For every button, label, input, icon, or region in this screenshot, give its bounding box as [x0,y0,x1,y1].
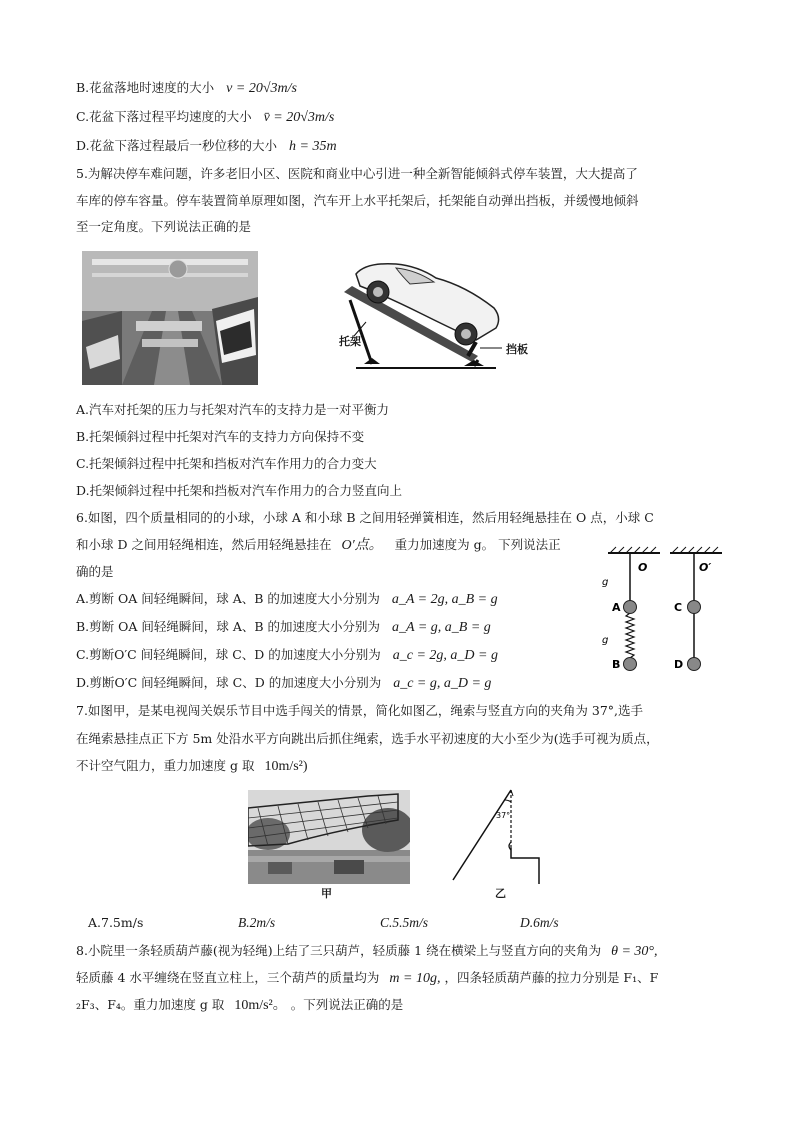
q5-stem-line-3: 至一定角度。下列说法正确的是 [76,219,252,234]
q7-label-jia: 甲 [321,887,332,900]
q4-option-c-text: C.花盆下落过程平均速度的大小 [76,109,252,124]
q5-label-stopper: 挡板 [506,343,528,356]
q7-rope [453,790,511,880]
q4-option-c [76,109,334,126]
q6-ball-d [688,658,701,671]
q6-ball-a [624,601,637,614]
q4-option-b-math: v = 20√3m/s [226,81,297,96]
q7-platform [511,848,539,884]
q6-label-c: C [674,601,683,614]
q8-stem-line-3-text: ₂F₃、F₄。重力加速度 g 取 [76,997,225,1012]
q6-label-o-prime: O′ [699,561,712,574]
q7-option-a: A.7.5m/s [88,915,144,930]
q6-ball-b [624,658,637,671]
q6-stem-line-2-tail: 重力加速度为 g。 下列说法正 [394,537,561,552]
q7-photo-jia [248,790,410,884]
q6-label-a: A [612,601,621,614]
q6-option-d [76,675,491,692]
q8-stem-line-2-math: m = 10g, [389,971,441,986]
q8-stem-line-3-tail: 。下列说法正确的是 [290,997,404,1012]
q6-stem-line-1: 6.如图，四个质量相同的的小球，小球 A 和小球 B 之间用轻弹簧相连，然后用轻绳悬挂在 O 点，小球 C [76,510,654,525]
q7-option-d: D.6m/s [520,915,559,930]
q5-car-bracket-diagram [326,256,542,376]
q6-option-d-math: a_c = g, a_D = g [393,676,492,691]
q7-label-yi: 乙 [495,887,506,900]
q6-option-b-text: B.剪断 OA 间轻绳瞬间，球 A、B 的加速度大小分别为 [76,619,381,634]
q7-option-c: C.5.5m/s [380,915,429,930]
q6-label-o: O [638,561,648,574]
q6-option-b [76,619,491,636]
q8-stem-line-2 [76,970,658,987]
q7-diagram-yi [447,788,547,884]
q7-stem-line-3 [76,758,308,775]
q5-label-bracket: 托架 [339,335,361,348]
q6-label-d: D [674,658,684,671]
q5-option-a: A.汽车对托架的压力与托架对汽车的支持力是一对平衡力 [76,402,390,417]
q8-stem-line-1 [76,943,658,960]
q6-label-g-1: g [602,577,609,588]
q5-garage-photo [82,251,258,385]
q4-option-b [76,80,297,97]
q6-option-a [76,591,498,608]
q6-option-a-math: a_A = 2g, a_B = g [391,592,498,607]
q8-stem-line-2-text: 轻质藤 4 水平缠绕在竖直立柱上，三个葫芦的质量均为 [76,970,380,985]
q6-stem-line-3: 确的是 [76,564,114,579]
q6-stem-line-2-text: 和小球 D 之间用轻绳相连，然后用轻绳悬挂在 [76,537,332,552]
q6-option-b-math: a_A = g, a_B = g [392,620,491,635]
q6-spring-ab [626,613,634,658]
q4-option-c-math: v̄ = 20√3m/s [263,110,335,125]
q4-option-b-text: B.花盆落地时速度的大小 [76,80,215,95]
q8-stem-line-1-math: θ = 30°, [611,944,658,959]
q7-option-b: B.2m/s [238,915,276,930]
q8-stem-line-2-tail: ，四条轻质葫芦藤的拉力分别是 F₁、F [444,970,659,985]
q6-option-a-text: A.剪断 OA 间轻绳瞬间，球 A、B 的加速度大小分别为 [76,591,380,606]
q5-stem-line-1: 5.为解决停车难问题，许多老旧小区、医院和商业中心引进一种全新智能倾斜式停车装置，大大提高了 [76,166,638,181]
q7-stem-line-3-math: 10m/s²) [264,759,308,774]
q6-ball-c [688,601,701,614]
q6-stem-line-2-math: O′点。 [341,538,383,553]
q5-option-d: D.托架倾斜过程中托架和挡板对汽车作用力的合力竖直向上 [76,483,403,498]
q7-stem-line-2: 在绳索悬挂点正下方 5m 处沿水平方向跳出后抓住绳索，选手水平初速度的大小至少为(选手可视为质点， [76,731,659,746]
q6-option-c-math: a_c = 2g, a_D = g [392,648,498,663]
q6-stem-line-2 [76,537,561,554]
q8-stem-line-3 [76,997,403,1014]
q6-label-b: B [612,658,621,671]
q6-option-d-text: D.剪断O′C 间轻绳瞬间，球 C、D 的加速度大小分别为 [76,675,382,690]
q8-stem-line-3-math: 10m/s²。 [234,998,287,1013]
q5-option-b: B.托架倾斜过程中托架对汽车的支持力方向保持不变 [76,429,365,444]
q5-option-c: C.托架倾斜过程中托架和挡板对汽车作用力的合力变大 [76,456,377,471]
q7-angle-label: 37° [496,811,511,820]
q5-stem-line-2: 车库的停车容量。停车装置简单原理如图，汽车开上水平托架后，托架能自动弹出挡板，并缓慢地倾斜 [76,193,639,208]
q6-option-c-text: C.剪断O′C 间轻绳瞬间，球 C、D 的加速度大小分别为 [76,647,381,662]
q4-option-d-math: h = 35m [289,139,337,154]
q6-hanging-balls-diagram [598,545,728,681]
q6-option-c [76,647,498,664]
q7-stem-line-3-text: 不计空气阻力，重力加速度 g 取 [76,758,255,773]
q4-option-d [76,138,337,155]
q6-label-g-2: g [602,635,609,646]
q7-stem-line-1: 7.如图甲，是某电视闯关娱乐节目中选手闯关的情景，简化如图乙，绳索与竖直方向的夹角为 37°,选手 [76,703,644,718]
q8-stem-line-1-text: 8.小院里一条轻质葫芦藤(视为轻绳)上结了三只葫芦，轻质藤 1 绕在横梁上与竖直方向的夹角为 [76,943,602,958]
q4-option-d-text: D.花盆下落过程最后一秒位移的大小 [76,138,278,153]
